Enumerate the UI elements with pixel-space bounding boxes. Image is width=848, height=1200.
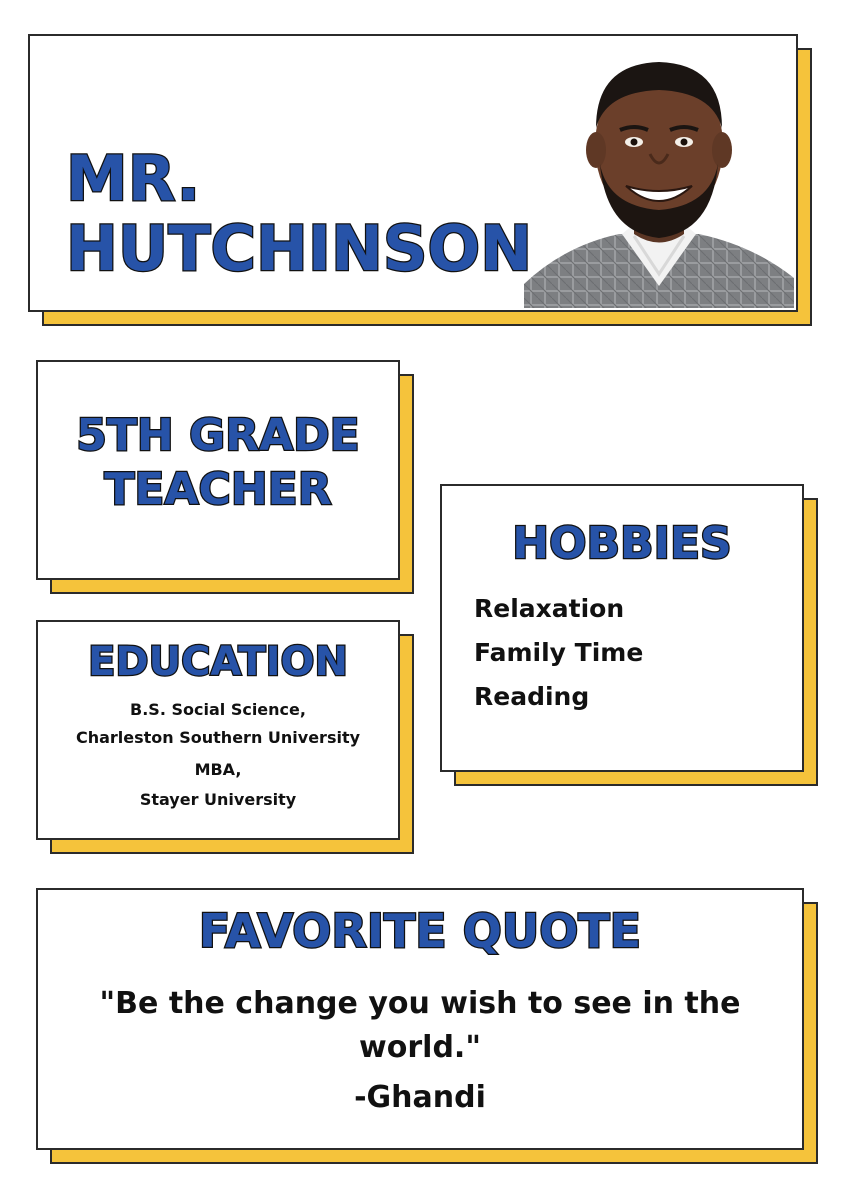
role-card-face xyxy=(36,360,400,580)
hobby-item: Relaxation xyxy=(474,594,625,623)
quote-author: -Ghandi xyxy=(354,1080,486,1115)
quote-text: "Be the change you wish to see in the world." xyxy=(99,986,741,1065)
hobbies-title: HOBBIES xyxy=(512,518,732,569)
header-card xyxy=(28,34,798,312)
education-card xyxy=(36,620,400,840)
teacher-name-line2: HUTCHINSON xyxy=(66,212,533,285)
hobbies-card xyxy=(440,484,804,772)
teacher-portrait-image xyxy=(524,46,794,308)
quote-title: FAVORITE QUOTE xyxy=(198,904,642,958)
education-line: B.S. Social Science, xyxy=(130,700,306,719)
education-card-face xyxy=(36,620,400,840)
hobbies-card-face xyxy=(440,484,804,772)
education-line: MBA, xyxy=(194,760,242,779)
role-line2: TEACHER xyxy=(104,464,332,515)
hobby-item: Reading xyxy=(474,682,590,711)
education-title: EDUCATION xyxy=(88,639,348,685)
header-card-face xyxy=(28,34,798,312)
role-line1: 5TH GRADE xyxy=(76,410,360,461)
role-card xyxy=(36,360,400,580)
education-line: Stayer University xyxy=(139,790,297,809)
education-line: Charleston Southern University xyxy=(75,728,361,747)
quote-card-face xyxy=(36,888,804,1150)
hobby-item: Family Time xyxy=(474,638,644,667)
quote-card xyxy=(36,888,804,1150)
teacher-name-line1: MR. xyxy=(66,142,201,215)
